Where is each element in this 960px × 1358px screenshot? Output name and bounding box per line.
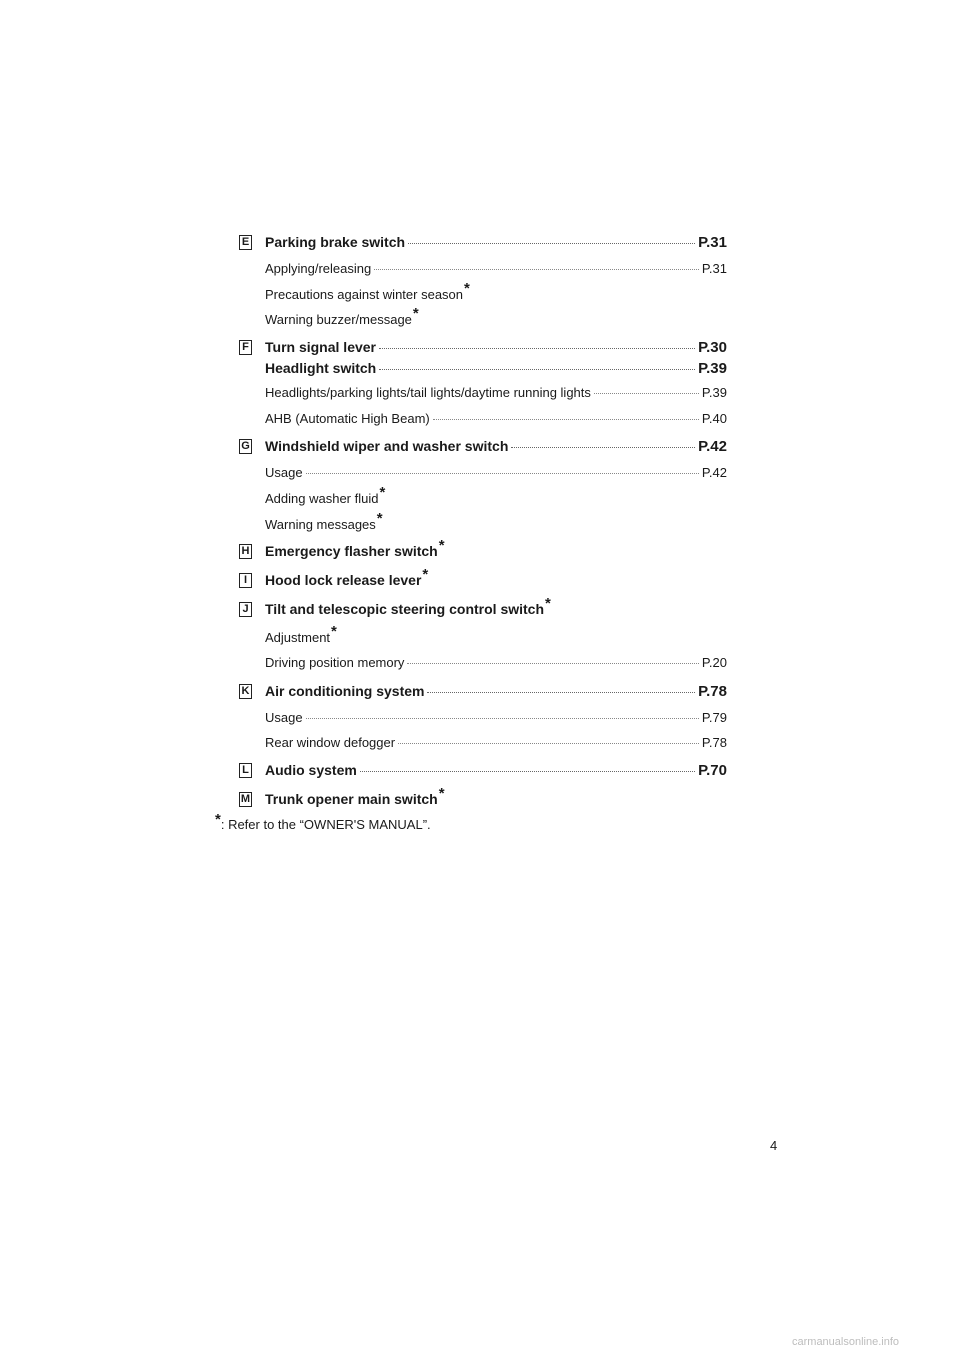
dot-leader bbox=[306, 473, 699, 474]
page-reference: P.42 bbox=[698, 438, 727, 455]
toc-subentry bbox=[265, 710, 727, 725]
page-reference: P.30 bbox=[698, 339, 727, 356]
toc-subentry bbox=[265, 280, 470, 303]
dot-leader bbox=[408, 243, 695, 244]
section-badge-h: H bbox=[239, 544, 252, 559]
section-badge-j: J bbox=[239, 602, 252, 617]
section-badge-g: G bbox=[239, 439, 252, 454]
toc-entry bbox=[265, 566, 429, 589]
entry-title: Usage bbox=[265, 465, 303, 480]
entry-title: Emergency flasher switch bbox=[265, 543, 438, 559]
toc-entry bbox=[265, 537, 445, 560]
toc-entry bbox=[265, 360, 727, 377]
entry-title: Turn signal lever bbox=[265, 339, 376, 355]
watermark: carmanualsonline.info bbox=[792, 1336, 900, 1348]
asterisk-marker: * bbox=[412, 305, 419, 322]
entry-title: Headlights/parking lights/tail lights/daytime running lights bbox=[265, 385, 591, 400]
entry-title: Warning messages bbox=[265, 517, 376, 532]
dot-leader bbox=[427, 692, 695, 693]
entry-title: Parking brake switch bbox=[265, 234, 406, 250]
page-reference: P.70 bbox=[698, 762, 727, 779]
entry-title: AHB (Automatic High Beam) bbox=[265, 411, 430, 426]
section-badge-l: L bbox=[239, 763, 252, 778]
toc-subentry bbox=[265, 510, 383, 533]
dot-leader bbox=[433, 419, 699, 420]
dot-leader bbox=[398, 743, 699, 744]
toc-entry bbox=[265, 595, 551, 618]
dot-leader bbox=[379, 369, 695, 370]
toc-entry bbox=[265, 339, 727, 356]
asterisk-marker: * bbox=[464, 280, 470, 297]
toc-subentry bbox=[265, 305, 419, 328]
dot-leader bbox=[407, 663, 698, 664]
entry-title: Usage bbox=[265, 710, 303, 725]
entry-title: Headlight switch bbox=[265, 360, 377, 376]
entry-title: Adjustment bbox=[265, 630, 331, 645]
section-badge-e: E bbox=[239, 235, 252, 250]
entry-title: Trunk opener main switch bbox=[265, 791, 438, 807]
page-reference: P.78 bbox=[701, 735, 727, 750]
section-badge-f: F bbox=[239, 340, 252, 355]
entry-title: Driving position memory bbox=[265, 655, 405, 670]
page-reference: P.42 bbox=[701, 465, 727, 480]
asterisk-marker: * bbox=[422, 566, 429, 583]
entry-title: Warning buzzer/message bbox=[265, 312, 412, 327]
entry-title: Hood lock release lever bbox=[265, 572, 422, 588]
entry-title: Applying/releasing bbox=[265, 261, 372, 276]
footnote bbox=[214, 811, 431, 833]
toc-subentry bbox=[265, 385, 727, 400]
toc-subentry bbox=[265, 261, 727, 276]
toc-subentry bbox=[265, 465, 727, 480]
asterisk-marker: * bbox=[438, 537, 445, 554]
toc-subentry bbox=[265, 655, 727, 670]
asterisk-marker: * bbox=[438, 785, 445, 802]
toc-subentry bbox=[265, 623, 337, 646]
section-badge-k: K bbox=[239, 684, 252, 699]
section-badge-i: I bbox=[239, 573, 252, 588]
asterisk-marker: * bbox=[545, 595, 551, 612]
toc-entry bbox=[265, 762, 727, 779]
toc-entry bbox=[265, 785, 445, 808]
dot-leader bbox=[360, 771, 695, 772]
entry-title: Tilt and telescopic steering control switch bbox=[265, 601, 545, 617]
toc-entry bbox=[265, 234, 727, 251]
page-number: 4 bbox=[770, 1138, 778, 1153]
page-reference: P.40 bbox=[701, 411, 727, 426]
page-reference: P.79 bbox=[701, 710, 727, 725]
dot-leader bbox=[374, 269, 699, 270]
page-reference: P.31 bbox=[701, 261, 727, 276]
toc-subentry bbox=[265, 735, 727, 750]
dot-leader bbox=[594, 393, 699, 394]
page-reference: P.78 bbox=[698, 683, 727, 700]
page-reference: P.20 bbox=[701, 655, 727, 670]
entry-title: Air conditioning system bbox=[265, 683, 425, 699]
asterisk-marker: * bbox=[331, 623, 337, 640]
page-reference: P.39 bbox=[701, 385, 727, 400]
toc-entry bbox=[265, 683, 727, 700]
entry-title: Adding washer fluid bbox=[265, 491, 379, 506]
toc-entry bbox=[265, 438, 727, 455]
footnote-text: : Refer to the “OWNER'S MANUAL”. bbox=[220, 817, 431, 832]
section-badge-m: M bbox=[240, 793, 251, 805]
entry-title: Rear window defogger bbox=[265, 735, 396, 750]
asterisk-marker: * bbox=[379, 484, 386, 501]
toc-subentry bbox=[265, 411, 727, 426]
entry-title: Precautions against winter season bbox=[265, 287, 464, 302]
asterisk-marker: * bbox=[376, 510, 383, 527]
page-reference: P.31 bbox=[698, 234, 727, 251]
entry-title: Audio system bbox=[265, 762, 357, 778]
dot-leader bbox=[379, 348, 695, 349]
dot-leader bbox=[511, 447, 695, 448]
footnote-asterisk: * bbox=[215, 811, 221, 828]
page-reference: P.39 bbox=[698, 360, 727, 377]
entry-title: Windshield wiper and washer switch bbox=[265, 438, 509, 454]
toc-subentry bbox=[265, 484, 386, 507]
dot-leader bbox=[306, 718, 699, 719]
